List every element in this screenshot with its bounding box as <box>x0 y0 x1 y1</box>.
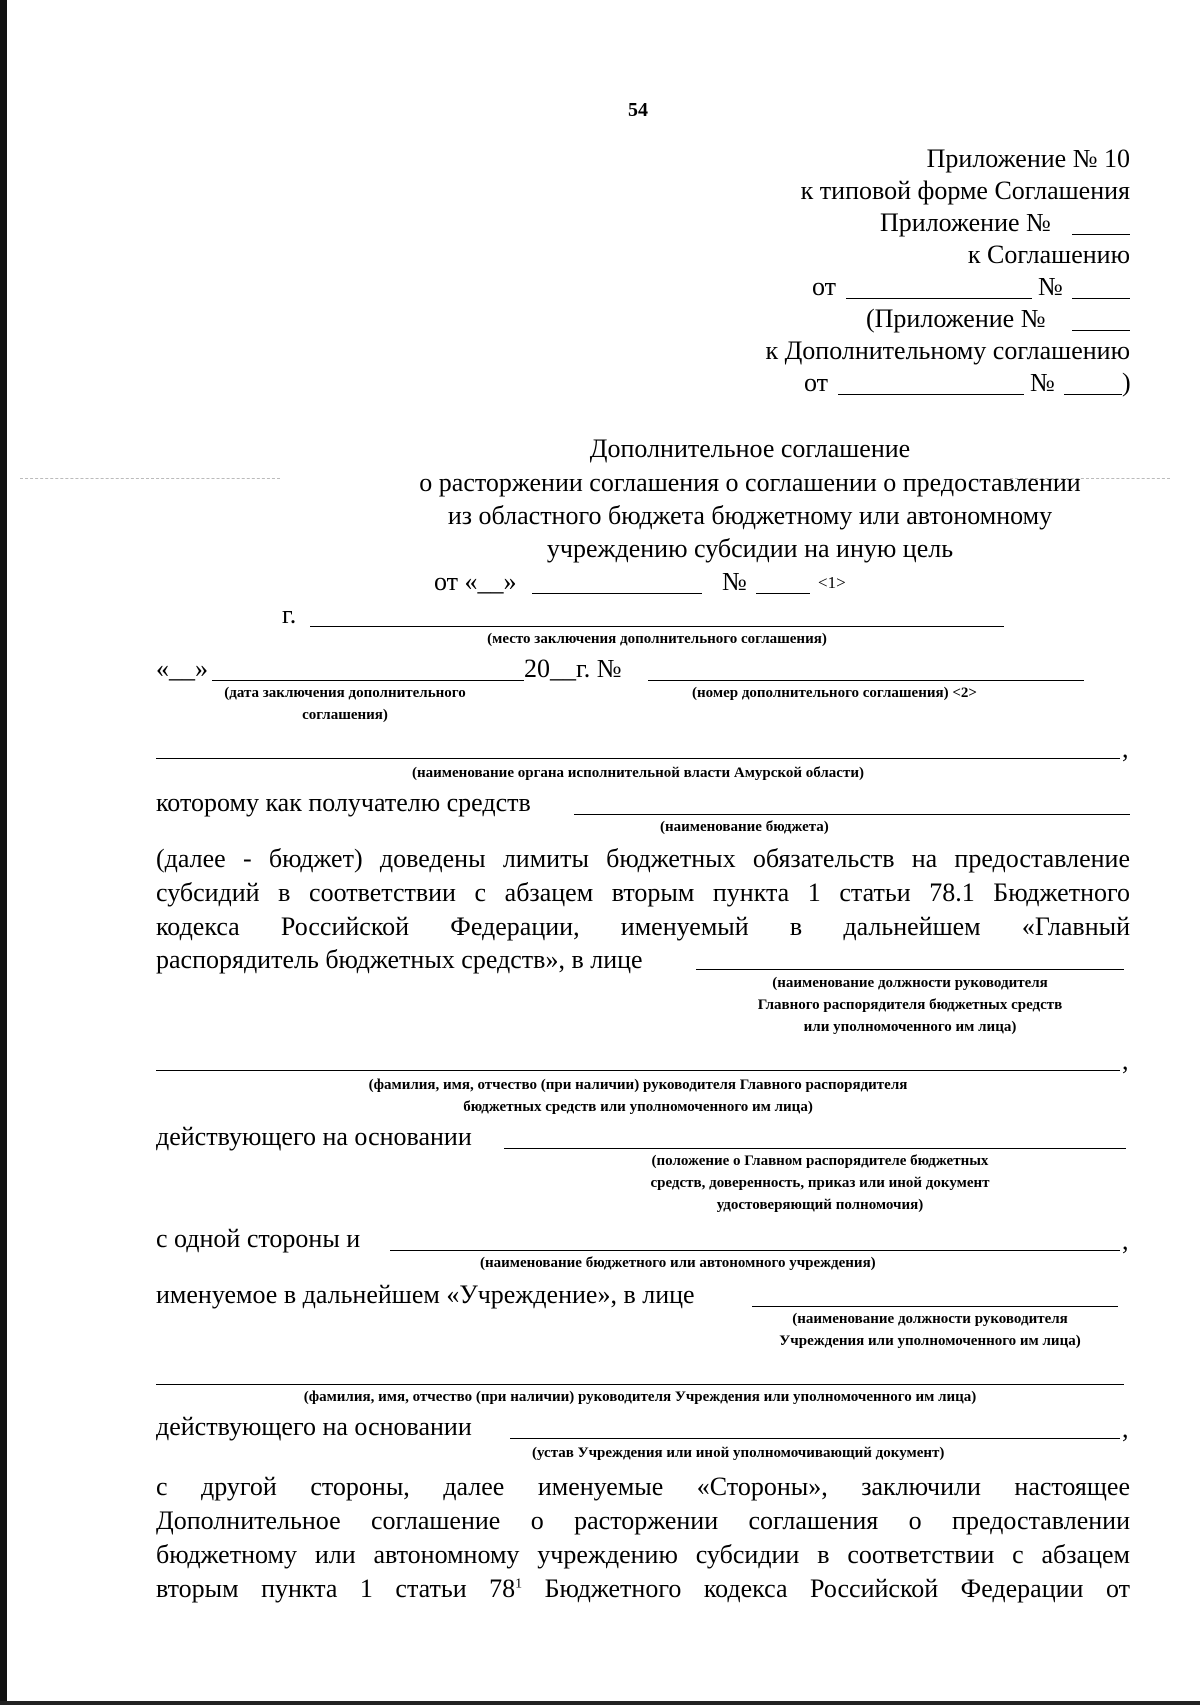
fio-caption-2: бюджетных средств или уполномоченного им лица) <box>463 1099 813 1115</box>
para1-line3: кодекса Российской Федерации, именуемый в дальнейшем «Главный <box>156 912 1130 941</box>
institution-blank <box>390 1250 1120 1251</box>
basis1-text: действующего на основании <box>156 1122 472 1151</box>
suppl-no-blank <box>1064 394 1122 395</box>
basis1-caption-3: удостоверяющий полномочия) <box>716 1197 924 1213</box>
date-year-no: 20__г. № <box>524 654 622 683</box>
inst-head-caption-1: (наименование должности руководителя <box>792 1311 1068 1327</box>
title-footnote: <1> <box>818 573 846 592</box>
suppl-number-blank <box>648 680 1084 681</box>
suppl-no-label: № <box>1030 368 1055 397</box>
suppl-appendix-blank <box>1072 330 1130 331</box>
para2-line1: с другой стороны, далее именуемые «Стороны», заключили настоящее <box>156 1472 1130 1501</box>
suppl-close-paren: ) <box>1122 368 1131 397</box>
page-number: 54 <box>628 99 648 121</box>
institution-caption: (наименование бюджетного или автономного учреждения) <box>480 1255 876 1271</box>
head-caption-3: или уполномоченного им лица) <box>803 1019 1017 1035</box>
suppl-date-blank <box>838 394 1024 395</box>
place-prefix: г. <box>282 600 297 629</box>
basis2-text: действующего на основании <box>156 1412 472 1441</box>
date-caption-2: соглашения) <box>302 707 388 723</box>
head-caption-1: (наименование должности руководителя <box>772 975 1048 991</box>
appendix-title: Приложение № 10 <box>926 144 1130 173</box>
agreement-no-label: № <box>1038 272 1063 301</box>
para2-line3: бюджетному или автономному учреждению субсидии в соответствии с абзацем <box>156 1540 1130 1569</box>
para1-line4: распорядитель бюджетных средств», в лице <box>156 945 643 974</box>
agreement-date-label: от <box>812 272 837 301</box>
agreement-ref: к Соглашению <box>967 240 1130 269</box>
para1-line1: (далее - бюджет) доведены лимиты бюджетных обязательств на предоставление <box>156 844 1130 873</box>
doc-title-line3: из областного бюджета бюджетному или автономному <box>447 501 1053 530</box>
head-fio-blank <box>156 1070 1120 1071</box>
basis1-caption-2: средств, доверенность, приказ или иной документ <box>650 1175 990 1191</box>
doc-title-line4: учреждению субсидии на иную цель <box>546 534 954 563</box>
para1-line2: субсидий в соответствии с абзацем вторым пункта 1 статьи 78.1 Бюджетного <box>156 878 1130 907</box>
date-quote: «__» <box>156 654 208 683</box>
recipient-text: которому как получателю средств <box>156 788 531 817</box>
basis2-blank <box>510 1438 1120 1439</box>
charter-caption: (устав Учреждения или иной уполномочивающий документ) <box>532 1445 945 1461</box>
agreement-no-blank <box>1072 298 1130 299</box>
agreement-date-blank <box>846 298 1032 299</box>
inst-head-caption-2: Учреждения или уполномоченного им лица) <box>779 1333 1081 1349</box>
title-no-label: № <box>722 567 747 596</box>
title-date-blank <box>532 593 702 594</box>
suppl-appendix-label: (Приложение № <box>866 304 1046 333</box>
date-blank <box>212 680 524 681</box>
appendix-ref: к типовой форме Соглашения <box>800 176 1130 205</box>
title-no-blank <box>756 593 810 594</box>
para2-line4-b: Бюджетного кодекса Российской Федерации от <box>522 1574 1130 1603</box>
basis2-comma: , <box>1122 1414 1129 1443</box>
head-position-blank <box>696 969 1124 970</box>
institution-comma: , <box>1122 1226 1129 1255</box>
doc-title-line1-text: Дополнительное соглашение <box>589 434 911 463</box>
title-date-prefix: от «__» <box>434 567 517 596</box>
named-inst-text: именуемое в дальнейшем «Учреждение», в лице <box>156 1280 695 1309</box>
head-caption-2: Главного распорядителя бюджетных средств <box>757 997 1063 1013</box>
para2-line2: Дополнительное соглашение о расторжении соглашения о предоставлении <box>156 1506 1130 1535</box>
para2-superscript: 1 <box>515 1576 523 1592</box>
para2-line4-a: вторым пункта 1 статьи 78 <box>156 1574 516 1603</box>
one-side-text: с одной стороны и <box>156 1224 361 1253</box>
suppl-agreement-ref: к Дополнительному соглашению <box>765 336 1130 365</box>
appendix-number-blank <box>1072 234 1130 235</box>
head-fio-comma: , <box>1122 1046 1129 1075</box>
suppl-date-label: от <box>804 368 829 397</box>
appendix-number-label: Приложение № <box>880 208 1051 237</box>
place-blank <box>310 626 1004 627</box>
budget-caption: (наименование бюджета) <box>660 819 829 835</box>
place-caption: (место заключения дополнительного соглашения) <box>487 631 827 647</box>
para2-line4 <box>156 1576 1130 1602</box>
number-caption: (номер дополнительного соглашения) <2> <box>692 685 977 701</box>
inst-head-blank <box>752 1306 1118 1307</box>
organ-comma: , <box>1122 734 1129 763</box>
organ-caption: (наименование органа исполнительной власти Амурской области) <box>412 765 864 781</box>
inst-fio-caption: (фамилия, имя, отчество (при наличии) руководителя Учреждения или уполномоченного им лица) <box>303 1389 977 1405</box>
date-caption-1: (дата заключения дополнительного <box>224 685 466 701</box>
basis1-blank <box>504 1148 1126 1149</box>
basis1-caption-1: (положение о Главном распорядителе бюджетных <box>651 1153 989 1169</box>
organ-blank <box>156 758 1120 759</box>
scan-edge-left <box>0 0 7 1705</box>
inst-fio-blank <box>156 1384 1124 1385</box>
scan-edge-bottom <box>0 1701 1200 1705</box>
fio-caption-1: (фамилия, имя, отчество (при наличии) руководителя Главного распорядителя <box>368 1077 908 1093</box>
budget-blank <box>574 814 1130 815</box>
doc-title-line2: о расторжении соглашения о соглашении о предоставлении <box>419 468 1081 497</box>
